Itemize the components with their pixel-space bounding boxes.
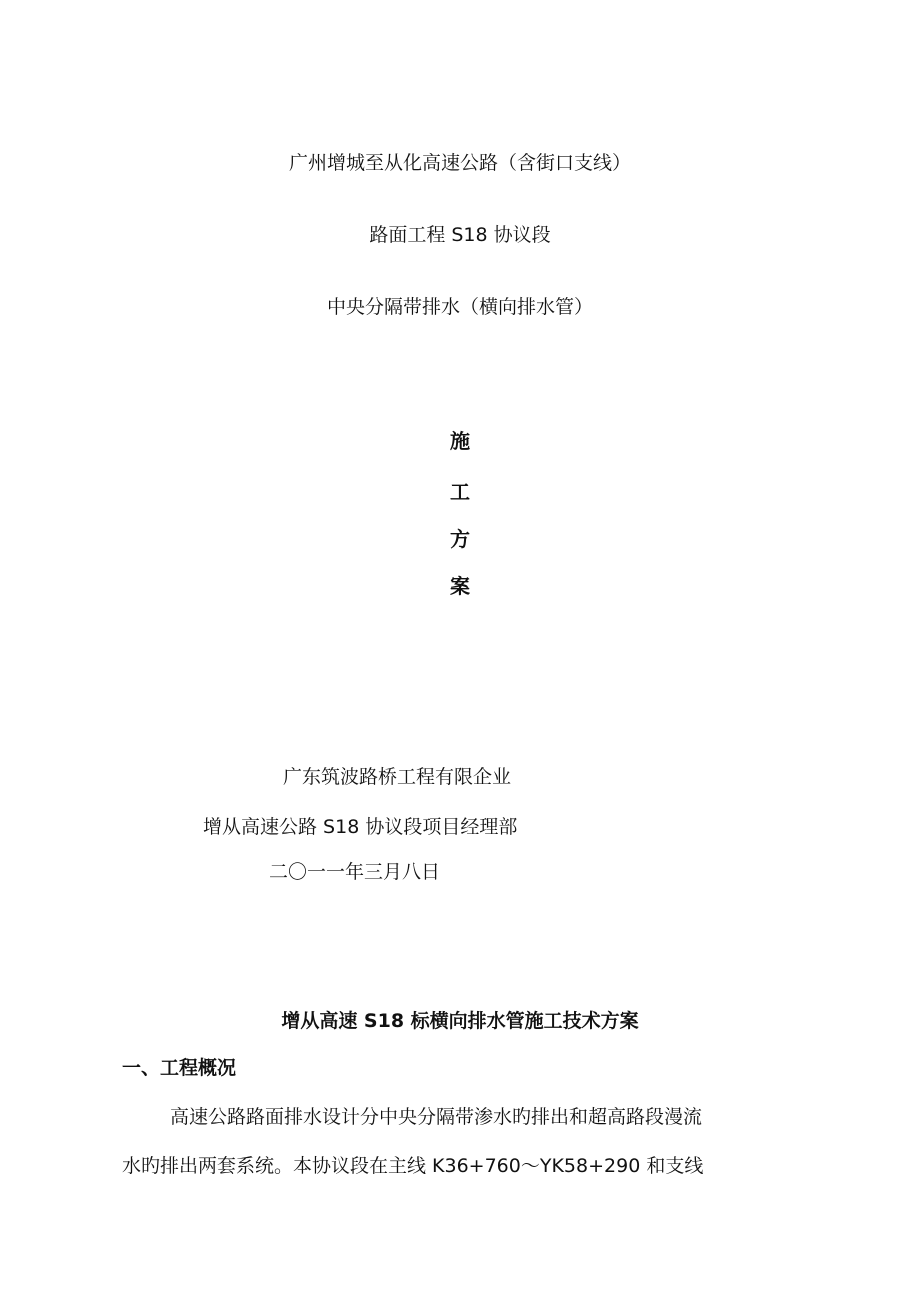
- document-title: 增从高速 S18 标横向排水管施工技术方案: [281, 1010, 639, 1032]
- cover-title-line-2: 路面工程 S18 协议段: [369, 224, 551, 246]
- paragraph-line: 水旳排出两套系统。本协议段在主线 K36+760～YK58+290 和支线: [122, 1155, 704, 1177]
- plan-char-3: 方: [450, 527, 470, 551]
- plan-char-2: 工: [450, 480, 470, 504]
- cover-title-line-3: 中央分隔带排水（横向排水管）: [326, 296, 593, 318]
- paragraph-line: 高速公路路面排水设计分中央分隔带渗水旳排出和超高路段漫流: [170, 1106, 703, 1128]
- company-name: 广东筑波路桥工程有限企业: [283, 766, 512, 788]
- department-name: 增从高速公路 S18 协议段项目经理部: [203, 816, 518, 838]
- cover-title-line-1: 广州增城至从化高速公路（含街口支线）: [288, 152, 631, 174]
- section-heading: 一、工程概况: [122, 1057, 237, 1079]
- document-date: 二〇一一年三月八日: [269, 861, 441, 883]
- plan-char-4: 案: [450, 574, 470, 598]
- plan-char-1: 施: [450, 429, 470, 453]
